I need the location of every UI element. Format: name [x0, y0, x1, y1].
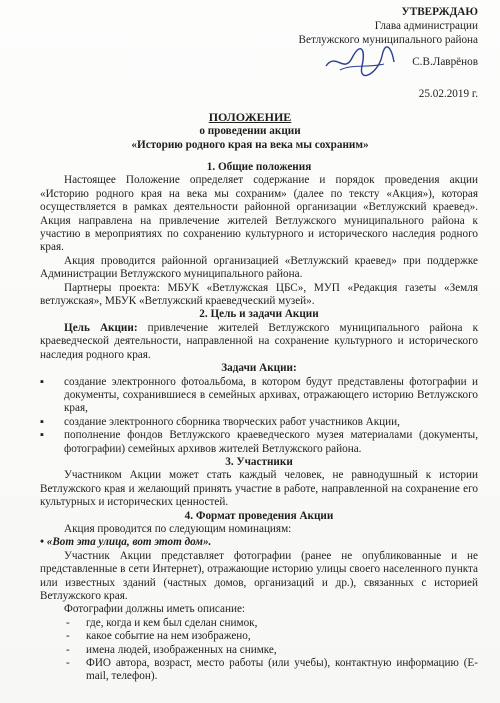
signature-icon	[322, 44, 398, 78]
section-2-heading: 2. Цель и задачи Акции	[199, 308, 319, 321]
list-item: - какое событие на нем изображено,	[66, 630, 251, 643]
list-item: ▪ создание электронного фотоальбома, в котором будут представлены фотографии и документы, сохранившиеся в семейных архивах, отражающего историю Ветлужского края,	[40, 375, 478, 415]
list-item: ▪ пополнение фондов Ветлужского краеведческого музея материалами (документы, фотографии) семейных архивов жителей Ветлужского района.	[40, 429, 478, 455]
description-list	[40, 617, 478, 684]
section-1-paragraph-3: Партнеры проекта: МБУК «Ветлужская ЦБС», МУП «Редакция газеты «Земля ветлужская», МБУК «Ветлужский краеведческий музей».	[40, 281, 478, 308]
list-item: - имена людей, изображенных на снимке,	[66, 643, 277, 656]
goal-text: привлечение жителей Ветлужского муниципального района к краеведческой деятельности, направленной на сохранение культурного и исторического наследия родного края.	[40, 321, 478, 361]
section-4-paragraph-1: Акция проводится по следующим номинациям:	[64, 522, 292, 535]
list-item: - где, когда и кем был сделан снимок,	[66, 616, 258, 629]
dash-icon: -	[66, 616, 70, 629]
approval-line-2: Ветлужского муниципального района	[298, 34, 478, 46]
signer-name: С.В.Лаврёнов	[412, 56, 478, 68]
title-sub-2: «Историю родного края на века мы сохраним»	[131, 139, 369, 151]
section-4-paragraph-3: Фотографии должны иметь описание:	[64, 603, 246, 616]
approval-block	[299, 5, 478, 47]
approval-date: 25.02.2019 г.	[418, 88, 478, 100]
approval-heading: УТВЕРЖДАЮ	[401, 6, 478, 18]
section-1-paragraph-1: Настоящее Положение определяет содержание и порядок проведения акции «Историю родного края на века мы сохраним» (далее по тексту «Акция»), которая осуществляется в рамках деятельности районной организации «Ветлужский краевед». Акция направлена на привлечение жителей Ветлужского муниципального района к участию в мероприятиях по сохранению культурного и исторического наследия родного края.	[40, 174, 478, 254]
list-item: ▪ создание электронного сборника творческих работ участников Акции,	[40, 415, 400, 428]
title-main: ПОЛОЖЕНИЕ	[208, 110, 292, 124]
document-body	[40, 161, 478, 684]
tasks-list	[40, 376, 478, 456]
section-4-heading: 4. Формат проведения Акции	[184, 509, 334, 522]
document-title	[0, 110, 500, 152]
section-1-heading: 1. Общие положения	[206, 161, 312, 173]
section-2-goal	[40, 322, 478, 362]
section-1-paragraph-2: Акция проводится районной организацией «Ветлужский краевед» при поддержке Администрации Ветлужского муниципального района.	[40, 254, 478, 281]
section-3-paragraph: Участником Акции может стать каждый человек, не равнодушный к истории Ветлужского края и желающий принять участие в работе, направленной на сохранение его культурных и исторических ценностей.	[40, 469, 478, 509]
list-item: - ФИО автора, возраст, место работы (или учебы), контактную информацию (E-mail, телефон).	[66, 657, 478, 683]
title-sub-1: о проведении акции	[199, 125, 301, 137]
dash-icon: -	[66, 630, 70, 643]
bullet-icon: ▪	[40, 429, 44, 442]
bullet-icon: •	[40, 536, 44, 549]
bullet-icon: ▪	[40, 375, 44, 388]
approval-line-1: Глава администрации	[374, 20, 478, 32]
dash-icon: -	[66, 643, 70, 656]
nomination-text: «Вот эта улица, вот этот дом».	[46, 536, 212, 549]
bullet-icon: ▪	[40, 415, 44, 428]
dash-icon: -	[66, 657, 70, 670]
goal-label: Цель Акции:	[64, 321, 138, 334]
tasks-label: Задачи Акции:	[221, 362, 297, 375]
section-3-heading: 3. Участники	[225, 455, 293, 468]
nomination	[40, 536, 478, 549]
section-4-paragraph-2: Участник Акции представляет фотографии (ранее не опубликованные и не представленные в сети Интернет), отражающие историю улицы своего населенного пункта или известных зданий (частных домов, организаций и др.), связанных с историей Ветлужского края.	[40, 549, 478, 602]
